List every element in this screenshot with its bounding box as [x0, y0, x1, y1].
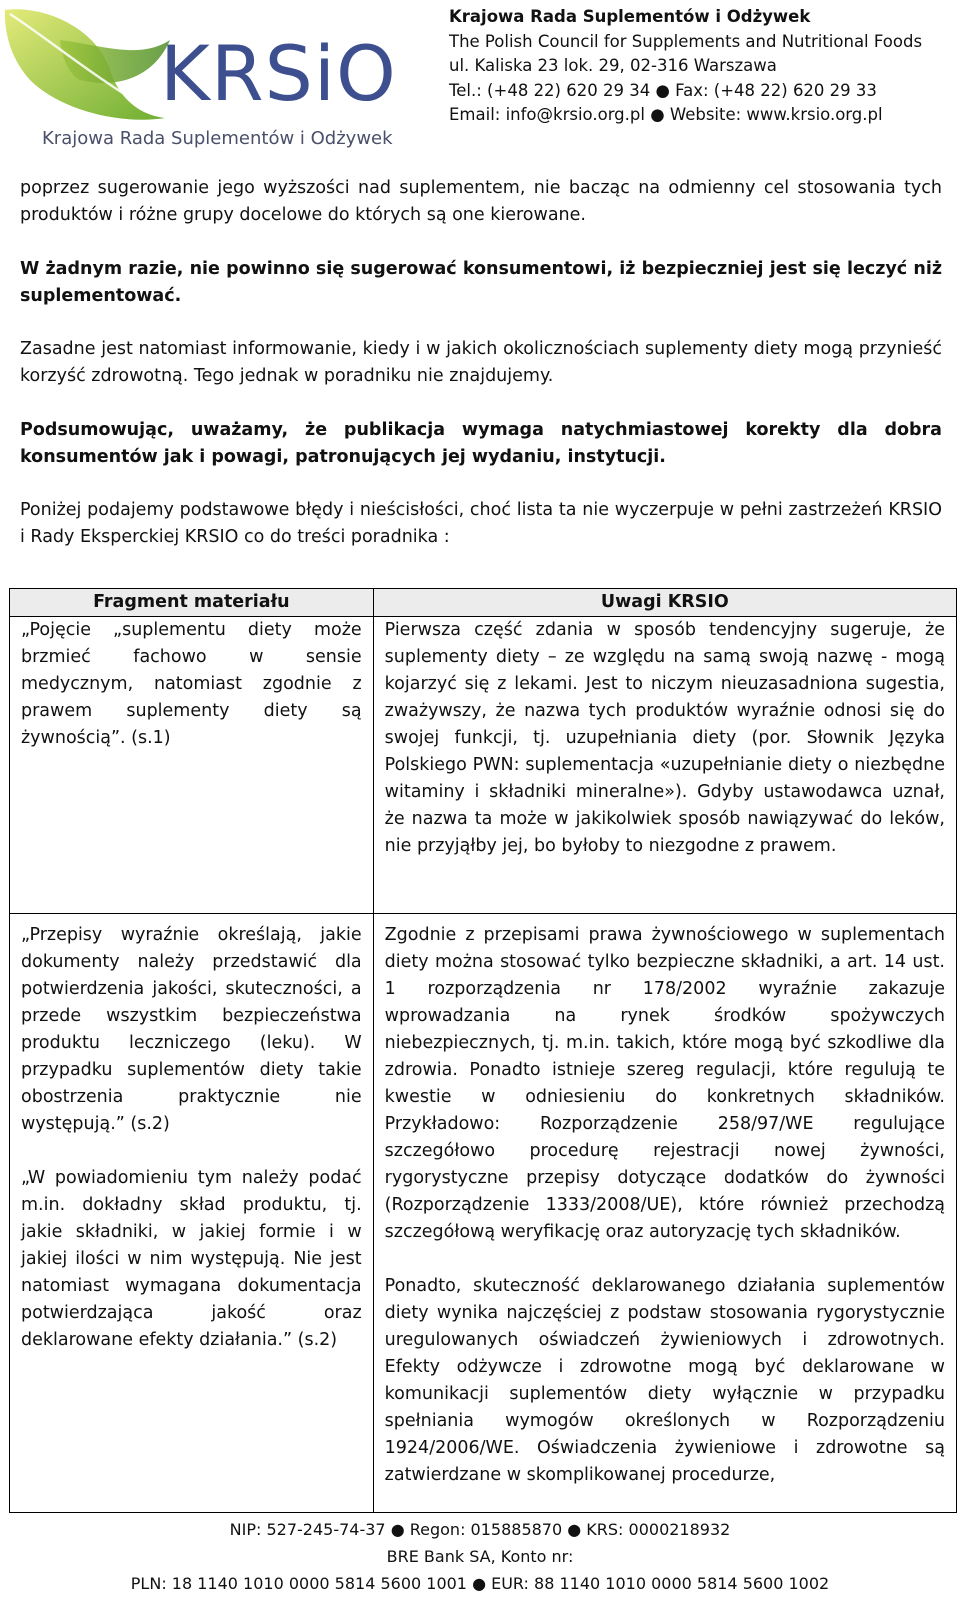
paragraph-1: poprzez sugerowanie jego wyższości nad suplementem, nie bacząc na odmienny cel stosowania tych produktów i różne grupy docelowe do których są one kierowane. [20, 178, 942, 225]
address: ul. Kaliska 23 lok. 29, 02-316 Warszawa [449, 56, 777, 75]
org-name: Krajowa Rada Suplementów i Odżywek [449, 7, 811, 26]
letterhead [0, 0, 960, 170]
email-website: Email: info@krsio.org.pl ● Website: www.krsio.org.pl [449, 105, 883, 124]
paragraph-4: Podsumowując, uważamy, że publikacja wymaga natychmiastowej korekty dla dobra konsumentów jak i powagi, patronujących jej wydaniu, instytucji. [20, 420, 942, 467]
table-row [10, 617, 957, 914]
table-row [10, 914, 957, 1513]
logo-subtitle: Krajowa Rada Suplementów i Odżywek [42, 128, 393, 149]
fragment-text: „Pojęcie „suplementu diety może brzmieć fachowo w sensie medycznym, natomiast zgodnie z prawem suplementy diety są żywnością”. (s.1) [21, 620, 362, 748]
contact-block [449, 5, 922, 128]
logo-wordmark: KRSiO [160, 29, 397, 118]
leaf-icon [0, 0, 180, 130]
krsio-logo [0, 0, 410, 165]
remark-text: Pierwsza część zdania w sposób tendencyjny sugeruje, że suplementy diety – ze względu na samą swoją nazwę - mogą kojarzyć się z lekami. Jest to niczym nieuzasadniona sugestia, zważywszy, że nazwa tych produktów wyraźnie odnosi się do swojej funkcji, tj. uzupełniania diety (por. Słownik Języka Polskiego PWN: suplementacja «uzupełnianie diety o niezbędne witaminy i składniki mineralne»). Gdyby ustawodawca uznał, że nazwa ta może w jakikolwiek sposób nawiązywać do leków, nie przyjąłby jej, bo byłoby to niezgodne z prawem. [384, 620, 945, 856]
footer [0, 1516, 960, 1597]
paragraph-5: Poniżej podajemy podstawowe błędy i nieścisłości, choć lista ta nie wyczerpuje w pełni zastrzeżeń KRSIO i Rady Eksperckiej KRSIO co do treści poradnika : [20, 500, 942, 547]
org-name-en: The Polish Council for Supplements and Nutritional Foods [449, 31, 923, 51]
column-header-fragment: Fragment materiału [10, 589, 374, 617]
fragment-text: „Przepisy wyraźnie określają, jakie dokumenty należy przedstawić dla potwierdzenia jakości, skuteczności, a przede wszystkim bezpieczeństwa produktu leczniczego (leku). W przypadku suplementów diety takie obostrzenia praktycznie nie występują.” (s.2) [21, 925, 362, 1134]
paragraph-3: Zasadne jest natomiast informowanie, kiedy i w jakich okolicznościach suplementy diety mogą przynieść korzyść zdrowotną. Tego jednak w poradniku nie znajdujemy. [20, 339, 942, 386]
fragment-text: „W powiadomieniu tym należy podać m.in. dokładny skład produktu, tj. jakie składniki, w jakiej formie i w jakiej ilości w nim występują. Nie jest natomiast wymagana dokumentacja potwierdzająca jakość oraz deklarowane efekty działania.” (s.2) [21, 1168, 362, 1350]
footer-registration: NIP: 527-245-74-37 ● Regon: 015885870 ● KRS: 0000218932 [229, 1520, 731, 1539]
remark-text: Zgodnie z przepisami prawa żywnościowego w suplementach diety można stosować tylko bezpieczne składniki, a art. 14 ust. 1 rozporządzenia nr 178/2002 wyraźnie zakazuje wprowadzania na rynek środków spożywczych niebezpiecznych, tj. m.in. takich, które mogą być szkodliwe dla zdrowia. Ponadto istnieje szereg regulacji, które regulują te kwestie w odniesieniu do konkretnych składników. Przykładowo: Rozporządzenie 258/97/WE regulujące szczegółowo procedurę rejestracji nowej żywności, rygorystyczne przepisy dotyczące dodatków do żywności (Rozporządzenie 1333/2008/UE), które również przechodzą szczegółową weryfikację oraz autoryzację tych składników. [384, 925, 945, 1242]
column-header-remarks: Uwagi KRSIO [373, 589, 956, 617]
remarks-table [9, 588, 957, 1513]
remark-text: Ponadto, skuteczność deklarowanego działania suplementów diety wynika najczęściej z podstaw stosowania rygorystycznie uregulowanych oświadczeń żywieniowych i zdrowotnych. Efekty odżywcze i zdrowotne mogą być deklarowane w komunikacji suplementów diety wyłącznie w przypadku spełniania wymogów określonych w Rozporządzeniu 1924/2006/WE. Oświadczenia żywieniowe i zdrowotne są zatwierdzane w skomplikowanej procedurze, [384, 1276, 945, 1485]
phone-fax: Tel.: (+48 22) 620 29 34 ● Fax: (+48 22) 620 29 33 [449, 80, 877, 100]
footer-bank: BRE Bank SA, Konto nr: [386, 1547, 574, 1566]
table-header-row [10, 589, 957, 617]
paragraph-2: W żadnym razie, nie powinno się sugerować konsumentowi, iż bezpieczniej jest się leczyć niż suplementować. [20, 259, 942, 306]
footer-accounts: PLN: 18 1140 1010 0000 5814 5600 1001 ● EUR: 88 1140 1010 0000 5814 5600 1002 [130, 1574, 830, 1593]
